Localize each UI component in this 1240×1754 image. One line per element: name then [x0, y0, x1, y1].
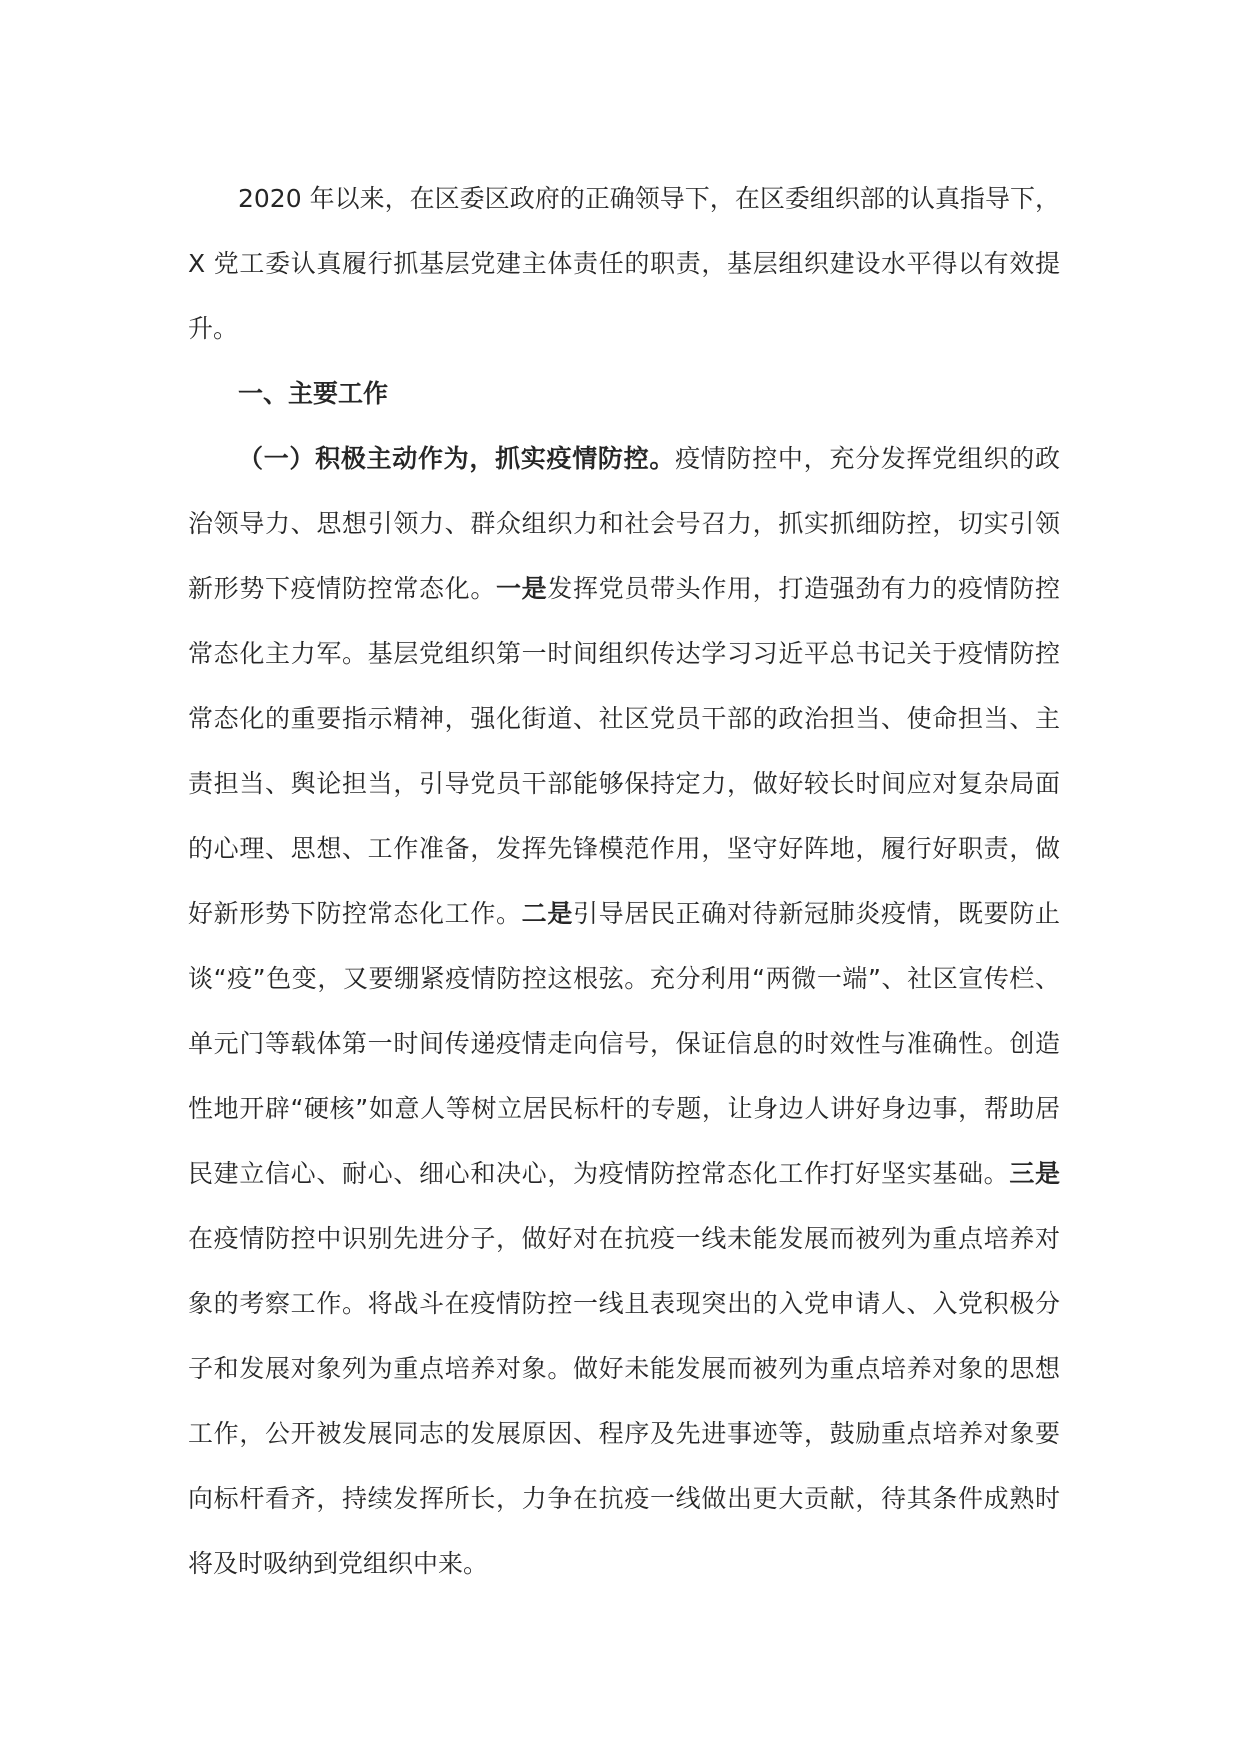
point-text-2: 引导居民正确对待新冠肺炎疫情，既要防止谈“疫”色变，又要绷紧疫情防控这根弦。充分利用“两微一端”、社区宣传栏、单元门等载体第一时间传递疫情走向信号，保证信息的时效性与准确性。创造性地开辟“硬核”如意人等树立居民标杆的专题，让身边人讲好身边事，帮助居民建立信心、耐心、细心和决心，为疫情防控常态化工作打好坚实基础。 [188, 899, 1060, 1188]
point-text-1: 发挥党员带头作用，打造强劲有力的疫情防控常态化主力军。基层党组织第一时间组织传达学习习近平总书记关于疫情防控常态化的重要指示精神，强化街道、社区党员干部的政治担当、使命担当、主责担当、舆论担当，引导党员干部能够保持定力，做好较长时间应对复杂局面的心理、思想、工作准备，发挥先锋模范作用，坚守好阵地，履行好职责，做好新形势下防控常态化工作。 [188, 574, 1060, 928]
intro-paragraph: 2020 年以来，在区委区政府的正确领导下，在区委组织部的认真指导下，X 党工委认真履行抓基层党建主体责任的职责，基层组织建设水平得以有效提升。 [188, 184, 1060, 343]
point-marker-2: 二是 [521, 899, 573, 928]
document-body [188, 166, 1060, 1596]
point-marker-1: 一是 [495, 574, 548, 603]
subsection-lead-text: 疫情防控中，充分发挥党组织的政治领导力、思想引领力、群众组织力和社会号召力，抓实抓细防控，切实引领新形势下疫情防控常态化。 [188, 444, 1060, 603]
point-text-3: 在疫情防控中识别先进分子，做好对在抗疫一线未能发展而被列为重点培养对象的考察工作。将战斗在疫情防控一线且表现突出的入党申请人、入党积极分子和发展对象列为重点培养对象。做好未能发展而被列为重点培养对象的思想工作，公开被发展同志的发展原因、程序及先进事迹等，鼓励重点培养对象要向标杆看齐，持续发挥所长，力争在抗疫一线做出更大贡献，待其条件成熟时将及时吸纳到党组织中来。 [188, 1224, 1060, 1578]
subsection-paragraph [188, 426, 1060, 1596]
section-heading: 一、主要工作 [238, 379, 389, 408]
subsection-heading: （一）积极主动作为，抓实疫情防控。 [238, 444, 676, 473]
point-marker-3: 三是 [1009, 1159, 1060, 1188]
